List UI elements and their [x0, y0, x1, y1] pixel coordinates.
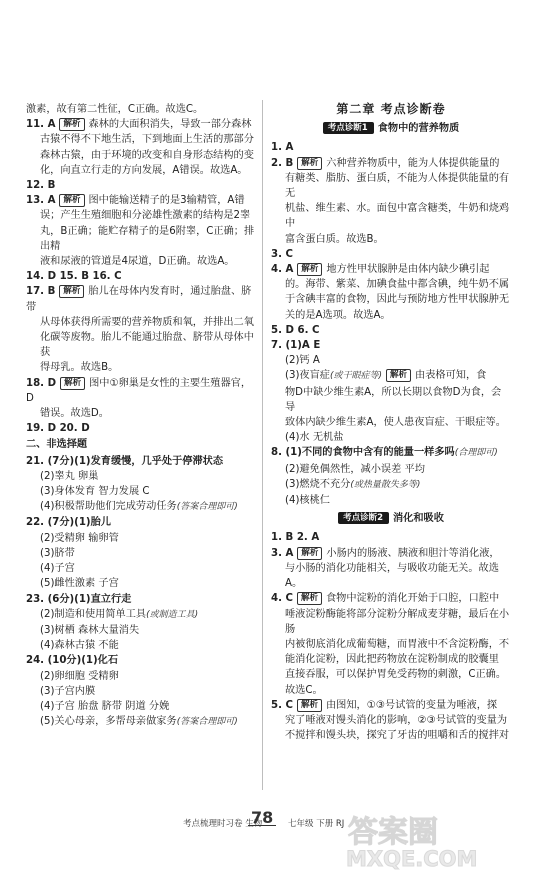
q14-16-answers: 14. D 15. B 16. C	[26, 271, 122, 283]
section-label-box: 考点诊断2	[338, 512, 389, 524]
q18-number: 18. D	[26, 377, 57, 389]
handwritten-note: (或热量散失多等)	[350, 479, 421, 490]
handwritten-note: (合理即可)	[454, 448, 498, 459]
analysis-tag: 解析	[59, 194, 84, 207]
handwritten-note: (答案合理即可)	[176, 717, 238, 728]
q24-line: 24. (10分)(1)化石	[26, 655, 119, 667]
q23-line: 23. (6分)(1)直立行走	[26, 593, 132, 605]
section-title: 食物中的营养物质	[377, 123, 460, 135]
watermark-bottom: MXQE.COM	[346, 847, 478, 870]
page-number: 78	[248, 810, 276, 826]
s3-number: 3. A	[271, 547, 294, 559]
analysis-tag: 解析	[386, 369, 411, 382]
column-divider	[262, 100, 263, 790]
watermark-logo	[338, 810, 528, 870]
analysis-tag: 解析	[297, 157, 322, 170]
r2-number: 2. B	[271, 157, 294, 169]
section-label-box: 考点诊断1	[323, 122, 374, 134]
analysis-tag: 解析	[297, 547, 322, 560]
handwritten-note: (或干眼症等)	[330, 371, 383, 382]
section-header-1	[271, 121, 511, 136]
section-heading: 二、非选择题	[26, 439, 88, 451]
section-header-2	[271, 511, 511, 526]
q19-20-answers: 19. D 20. D	[26, 423, 90, 435]
analysis-tag: 解析	[59, 285, 84, 298]
footer-grade: 七年级 下册 RJ	[288, 819, 345, 829]
q13-number: 13. A	[26, 195, 56, 207]
section-title: 消化和吸收	[392, 513, 444, 525]
handwritten-note: (或制造工具)	[146, 609, 199, 620]
q17-number: 17. B	[26, 286, 56, 298]
analysis-tag: 解析	[59, 118, 84, 131]
analysis-tag: 解析	[297, 263, 322, 276]
right-column: 第二章 考点诊断卷 考点诊断1 食物中的营养物质 1. A 2. B 解析 六种营养物质中，能为人体提供能量的 有糖类、脂肪、蛋白质，不能为人体提供能量的有无 机盐、维生素、水。面包中富含糖类，牛奶和烧鸡中 富含蛋白质。故选B。 3. C 4. A 解析 地方性甲状腺肿是由体内缺少碘引起 的。海带、紫菜、加碘食盐中都含碘，纯牛奶不属 于含碘丰富的食物，因此与预防地方性甲状腺肿无 关的是A选项。故选A。 5. D 6. C 7. (1)A E (2)钙 A (3)夜盲症(或干眼症等) 解析 由表格可知，食 物D中缺少维生素A，所以长期以食物D为食，会导 致体内缺少维生素A，使人患夜盲症、干眼症等。 (4)水 无机盐 8. (1)不同的食物中含有的能量一样多吗(合理即可) (2)避免偶然性，减小误差 平均 (3)燃烧不充分(或热量散失多等) (4)核桃仁 考点诊断2 消化和吸收 1. B 2. A 3. A 解析 小肠内的肠液、胰液和胆汁等消化液， 与小肠的消化功能相关，与吸收功能无关。故选A。 4. C 解析 食物中淀粉的消化开始于口腔，口腔中 唾液淀粉酶能将部分淀粉分解成麦芽糖，最后在小肠 内被彻底消化成葡萄糖，而胃液中不含淀粉酶，不 能消化淀粉，因此把药物放在淀粉制成的胶囊里 直接吞服，可以保护胃免受药物的刺激，C正确。 故选C。 5. C 解析 由图知，①③号试管的变量为唾液，探 究了唾液对馒头消化的影响，②③号试管的变量为 不搅拌和馒头块，探究了牙齿的咀嚼和舌的搅拌对	[271, 102, 510, 742]
footer-book-title: 考点梳理时习卷 生物	[183, 819, 263, 829]
analysis-tag: 解析	[60, 377, 85, 390]
s5-number: 5. C	[271, 699, 293, 711]
q21-line: 21. (7分)(1)发育缓慢，几乎处于停滞状态	[26, 455, 224, 467]
answer-line: 激素，故有第二性征，C正确。故选C。	[26, 104, 204, 115]
q22-line: 22. (7分)(1)胎儿	[26, 517, 111, 529]
handwritten-note: (答案合理即可)	[176, 502, 238, 513]
left-column: 激素，故有第二性征，C正确。故选C。 11. A 解析 森林的大面积消失，导致一部分森林 古猿不得不下地生活，下到地面上生活的那部分 森林古猿，由于环境的改变和自身形态结构的变 化，向直立行走的方向发展，A错误。故选A。 12. B 13. A 解析 图中能输送精子的是3输精管，A错 误；产生生殖细胞和分泌雄性激素的结构是2睾 丸，B正确；能贮存精子的是6附睾，C正确；排出精 液和尿液的管道是4尿道，D正确。故选A。 14. D 15. B 16. C 17. B 解析 胎儿在母体内发育时，通过胎盘、脐带 从母体获得所需要的营养物质和氧，并排出二氧 化碳等废物。胎儿不能通过胎盘、脐带从母体中获 得母乳。故选B。 18. D 解析 图中①卵巢是女性的主要生殖器官，D 错误。故选D。 19. D 20. D 二、非选择题 21. (7分)(1)发育缓慢，几乎处于停滞状态 (2)睾丸 卵巢 (3)身体发育 智力发展 C (4)积极帮助他们完成劳动任务(答案合理即可) 22. (7分)(1)胎儿 (2)受精卵 输卵管 (3)脐带 (4)子宫 (5)雌性激素 子宫 23. (6分)(1)直立行走 (2)制造和使用简单工具(或制造工具) (3)树栖 森林大量消失 (4)森林古猿 不能 24. (10分)(1)化石 (2)卵细胞 受精卵 (3)子宫内膜 (4)子宫 胎盘 脐带 阴道 分娩 (5)关心母亲，多帮母亲做家务(答案合理即可)	[26, 104, 255, 728]
analysis-tag: 解析	[297, 699, 322, 712]
analysis-tag: 解析	[297, 592, 322, 605]
q12-answer: 12. B	[26, 180, 56, 192]
r4-number: 4. A	[271, 264, 294, 276]
chapter-title: 第二章 考点诊断卷	[336, 102, 446, 116]
s4-number: 4. C	[271, 593, 293, 605]
watermark-top: 答案圈	[348, 815, 438, 850]
q11-number: 11. A	[26, 119, 56, 131]
